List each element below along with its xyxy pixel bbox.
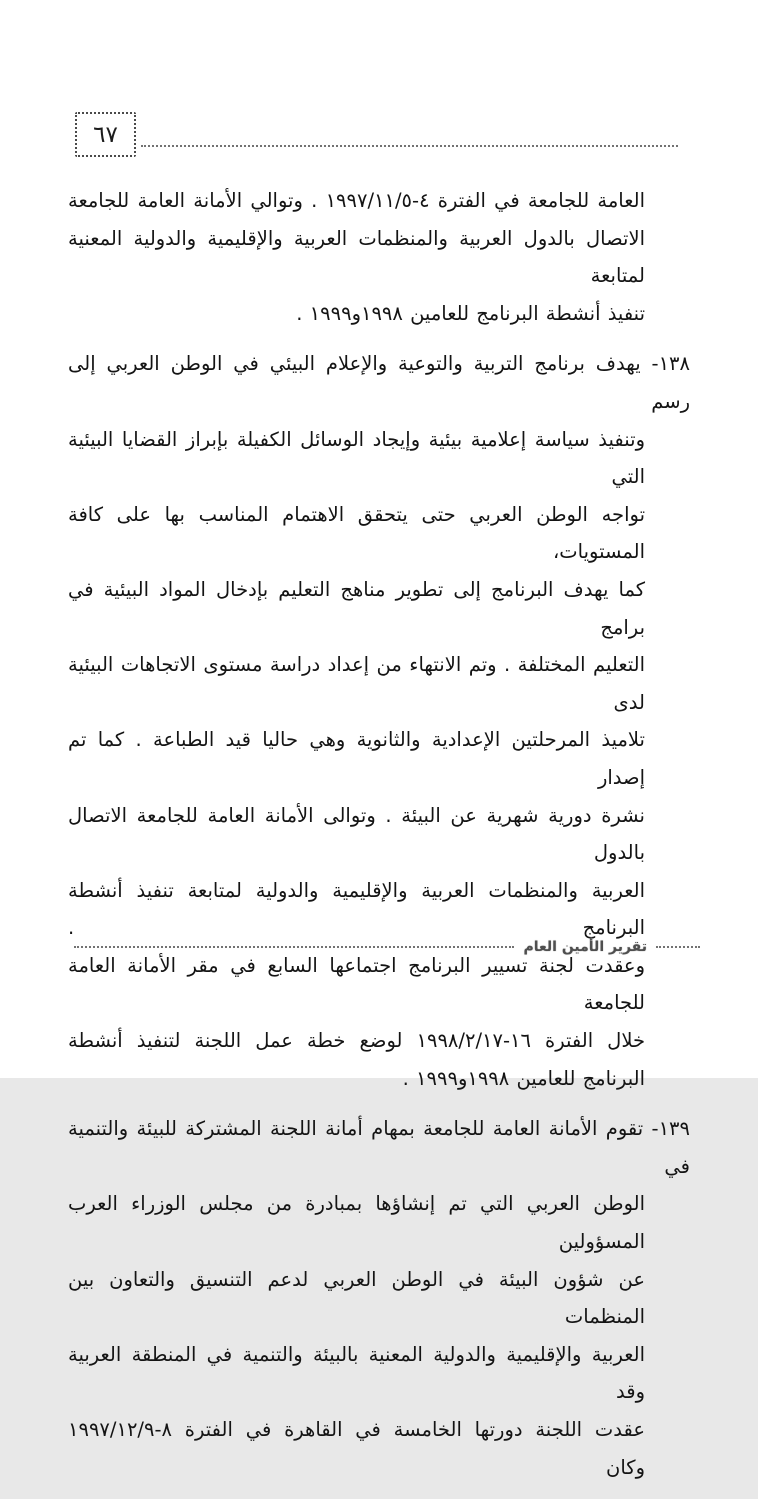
- text-line: الوطن العربي التي تم إنشاؤها بمبادرة من مجلس الوزراء العرب المسؤولين: [68, 1192, 645, 1254]
- text-line: وتنفيذ سياسة إعلامية بيئية وإيجاد الوسائل الكفيلة بإبراز القضايا البيئية التي: [68, 427, 645, 489]
- page-footer: [74, 936, 700, 958]
- text-line: وعقدت لجنة تسيير البرنامج اجتماعها السابع في مقر الأمانة العامة للجامعة: [68, 953, 645, 1015]
- text-line: تواجه الوطن العربي حتى يتحقق الاهتمام المناسب بها على كافة المستويات،: [68, 502, 645, 564]
- text-line: نشرة دورية شهرية عن البيئة . وتوالى الأمانة العامة للجامعة الاتصال بالدول: [68, 803, 645, 865]
- text-line: التعليم المختلفة . وتم الانتهاء من إعداد دراسة مستوى الاتجاهات البيئية لدى: [68, 653, 645, 714]
- text-line: العامة للجامعة في الفترة ٤-١٩٩٧/١١/٥ . وتوالي الأمانة العامة للجامعة: [68, 189, 646, 212]
- document-body: [68, 182, 690, 1499]
- text-line: خلال الفترة ١٦-١٩٩٨/٢/١٧ لوضع خطة عمل اللجنة لتنفيذ أنشطة: [68, 1029, 646, 1053]
- text-line: تلاميذ المرحلتين الإعدادية والثانوية وهي حاليا قيد الطباعة . كما تم إصدار: [68, 728, 645, 789]
- text-line: كما يهدف البرنامج إلى تطوير مناهج التعليم بإدخال المواد البيئية في برامج: [68, 577, 645, 639]
- footer-dotted-rule-short: [656, 946, 700, 948]
- footer-title: تقرير الأمين العام: [523, 939, 647, 955]
- text-line: عن شؤون البيئة في الوطن العربي لدعم التنسيق والتعاون بين المنظمات: [68, 1267, 645, 1329]
- header-dotted-rule: [141, 145, 678, 147]
- text-line: البرنامج للعامين ١٩٩٨و١٩٩٩ .: [402, 1066, 645, 1090]
- page-number: ٦٧: [93, 121, 118, 148]
- text-line: العربية والمنظمات العربية والإقليمية والدولية لمتابعة تنفيذ أنشطة البرنامج .: [68, 878, 645, 940]
- footer-dotted-rule-long: [74, 946, 514, 948]
- text-line: عقدت اللجنة دورتها الخامسة في القاهرة في الفترة ٨-١٩٩٧/١٢/٩ وكان: [68, 1418, 645, 1479]
- paragraph-continuation: [68, 182, 690, 332]
- paragraph-138: [68, 345, 690, 1097]
- text-line: ١٣٩- تقوم الأمانة العامة للجامعة بمهام أمانة اللجنة المشتركة للبيئة والتنمية في: [68, 1117, 690, 1178]
- text-line: تنفيذ أنشطة البرنامج للعامين ١٩٩٨و١٩٩٩ .: [296, 301, 645, 325]
- text-line: العربية والإقليمية والدولية المعنية بالبيئة والتنمية في المنطقة العربية وقد: [68, 1342, 645, 1404]
- text-line: الاتصال بالدول العربية والمنظمات العربية والإقليمية والدولية المعنية لمتابعة: [68, 226, 645, 288]
- text-line: ١٣٨- يهدف برنامج التربية والتوعية والإعلام البيئي في الوطن العربي إلى رسم: [68, 352, 690, 413]
- paragraph-139: [68, 1110, 690, 1486]
- page-number-box: [75, 112, 136, 157]
